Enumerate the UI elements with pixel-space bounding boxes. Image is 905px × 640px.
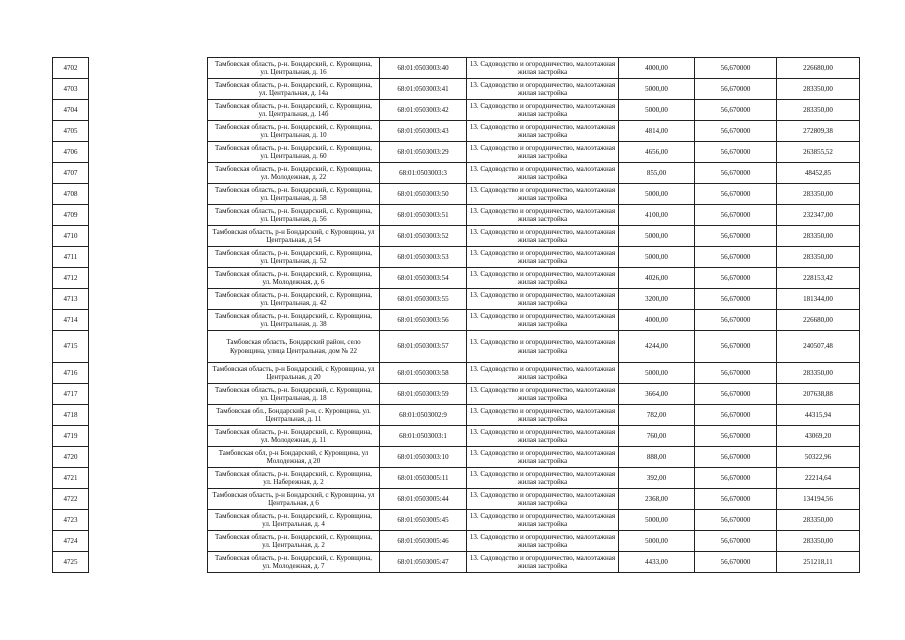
cadastral-value-cell: 22214,64 xyxy=(777,468,860,489)
address-cell: Тамбовская область, Бондарский район, село Куровщина, улица Центральная, дом № 22 xyxy=(208,331,380,363)
table-row xyxy=(53,247,860,268)
land-use-cell: 13. Садоводство и огородничество, малоэтажная жилая застройка xyxy=(467,205,619,226)
rate-cell: 56,670000 xyxy=(695,205,777,226)
cadastral-value-cell: 283350,00 xyxy=(777,247,860,268)
blank-cell xyxy=(89,79,208,100)
cadastral-value-cell: 48452,85 xyxy=(777,163,860,184)
land-use-cell: 13. Садоводство и огородничество, малоэтажная жилая застройка xyxy=(467,163,619,184)
cadastral-number-cell: 68:01:0503003:3 xyxy=(380,163,467,184)
land-use-cell: 13. Садоводство и огородничество, малоэтажная жилая застройка xyxy=(467,510,619,531)
land-use-cell: 13. Садоводство и огородничество, малоэтажная жилая застройка xyxy=(467,363,619,384)
table-row xyxy=(53,121,860,142)
cadastral-number-cell: 68:01:0503005:11 xyxy=(380,468,467,489)
address-cell: Тамбовская область, р-н. Бондарский, с. Куровщина, ул. Центральная, д. 14а xyxy=(208,79,380,100)
table-row xyxy=(53,468,860,489)
table-row xyxy=(53,289,860,310)
blank-cell xyxy=(89,58,208,79)
row-number-cell: 4719 xyxy=(53,426,89,447)
blank-cell xyxy=(89,247,208,268)
area-cell: 4000,00 xyxy=(619,310,695,331)
row-number-cell: 4703 xyxy=(53,79,89,100)
blank-cell xyxy=(89,310,208,331)
rate-cell: 56,670000 xyxy=(695,552,777,573)
address-cell: Тамбовская область, р-н. Бондарский, с. Куровщина, ул. Молодежная, д. 11 xyxy=(208,426,380,447)
table-body xyxy=(53,58,860,573)
land-use-cell: 13. Садоводство и огородничество, малоэтажная жилая застройка xyxy=(467,405,619,426)
area-cell: 4100,00 xyxy=(619,205,695,226)
row-number-cell: 4704 xyxy=(53,100,89,121)
row-number-cell: 4707 xyxy=(53,163,89,184)
cadastral-number-cell: 68:01:0503003:42 xyxy=(380,100,467,121)
cadastral-number-cell: 68:01:0503003:55 xyxy=(380,289,467,310)
land-use-cell: 13. Садоводство и огородничество, малоэтажная жилая застройка xyxy=(467,489,619,510)
land-use-cell: 13. Садоводство и огородничество, малоэтажная жилая застройка xyxy=(467,310,619,331)
rate-cell: 56,670000 xyxy=(695,426,777,447)
cadastral-value-cell: 283350,00 xyxy=(777,79,860,100)
cadastral-value-cell: 228153,42 xyxy=(777,268,860,289)
address-cell: Тамбовская область, р-н. Бондарский, с. Куровщина, ул. Центральная, д. 56 xyxy=(208,205,380,226)
address-cell: Тамбовская область, р-н. Бондарский, с. Куровщина, ул. Набережная, д. 2 xyxy=(208,468,380,489)
blank-cell xyxy=(89,405,208,426)
cadastral-value-table xyxy=(52,57,860,573)
cadastral-value-cell: 283350,00 xyxy=(777,184,860,205)
row-number-cell: 4717 xyxy=(53,384,89,405)
cadastral-number-cell: 68:01:0503003:40 xyxy=(380,58,467,79)
land-use-cell: 13. Садоводство и огородничество, малоэтажная жилая застройка xyxy=(467,468,619,489)
table-row xyxy=(53,531,860,552)
cadastral-value-cell: 240507,48 xyxy=(777,331,860,363)
area-cell: 5000,00 xyxy=(619,100,695,121)
rate-cell: 56,670000 xyxy=(695,121,777,142)
cadastral-number-cell: 68:01:0503005:44 xyxy=(380,489,467,510)
cadastral-number-cell: 68:01:0503003:54 xyxy=(380,268,467,289)
cadastral-number-cell: 68:01:0503003:53 xyxy=(380,247,467,268)
rate-cell: 56,670000 xyxy=(695,489,777,510)
cadastral-value-cell: 283350,00 xyxy=(777,531,860,552)
address-cell: Тамбовская область, р-н Бондарский, с Куровщина, ул Центральная, д 6 xyxy=(208,489,380,510)
address-cell: Тамбовская область, р-н. Бондарский, с. Куровщина, ул. Центральная, д. 14б xyxy=(208,100,380,121)
row-number-cell: 4725 xyxy=(53,552,89,573)
row-number-cell: 4714 xyxy=(53,310,89,331)
area-cell: 5000,00 xyxy=(619,531,695,552)
row-number-cell: 4720 xyxy=(53,447,89,468)
area-cell: 4244,00 xyxy=(619,331,695,363)
area-cell: 782,00 xyxy=(619,405,695,426)
table-row xyxy=(53,142,860,163)
area-cell: 4026,00 xyxy=(619,268,695,289)
cadastral-number-cell: 68:01:0503003:56 xyxy=(380,310,467,331)
land-use-cell: 13. Садоводство и огородничество, малоэтажная жилая застройка xyxy=(467,58,619,79)
land-use-cell: 13. Садоводство и огородничество, малоэтажная жилая застройка xyxy=(467,184,619,205)
table-row xyxy=(53,226,860,247)
rate-cell: 56,670000 xyxy=(695,268,777,289)
blank-cell xyxy=(89,268,208,289)
rate-cell: 56,670000 xyxy=(695,405,777,426)
cadastral-number-cell: 68:01:0503005:45 xyxy=(380,510,467,531)
cadastral-value-cell: 283350,00 xyxy=(777,510,860,531)
land-use-cell: 13. Садоводство и огородничество, малоэтажная жилая застройка xyxy=(467,384,619,405)
row-number-cell: 4723 xyxy=(53,510,89,531)
cadastral-number-cell: 68:01:0503003:57 xyxy=(380,331,467,363)
area-cell: 5000,00 xyxy=(619,247,695,268)
blank-cell xyxy=(89,121,208,142)
cadastral-value-cell: 272809,38 xyxy=(777,121,860,142)
table-row xyxy=(53,79,860,100)
area-cell: 855,00 xyxy=(619,163,695,184)
cadastral-number-cell: 68:01:0503005:46 xyxy=(380,531,467,552)
address-cell: Тамбовская область, р-н. Бондарский, с. Куровщина, ул. Центральная, д. 52 xyxy=(208,247,380,268)
cadastral-number-cell: 68:01:0503003:59 xyxy=(380,384,467,405)
blank-cell xyxy=(89,100,208,121)
cadastral-number-cell: 68:01:0503003:52 xyxy=(380,226,467,247)
address-cell: Тамбовская область, р-н. Бондарский, с. Куровщина, ул. Молодежная, д. 6 xyxy=(208,268,380,289)
cadastral-value-cell: 134194,56 xyxy=(777,489,860,510)
cadastral-value-cell: 283350,00 xyxy=(777,363,860,384)
table-row xyxy=(53,268,860,289)
rate-cell: 56,670000 xyxy=(695,226,777,247)
blank-cell xyxy=(89,142,208,163)
cadastral-number-cell: 68:01:0503003:50 xyxy=(380,184,467,205)
row-number-cell: 4718 xyxy=(53,405,89,426)
address-cell: Тамбовская обл, р-н Бондарский, с Куровщина, ул Молодежная, д 20 xyxy=(208,447,380,468)
cadastral-number-cell: 68:01:0503003:41 xyxy=(380,79,467,100)
blank-cell xyxy=(89,384,208,405)
blank-cell xyxy=(89,205,208,226)
rate-cell: 56,670000 xyxy=(695,447,777,468)
blank-cell xyxy=(89,226,208,247)
rate-cell: 56,670000 xyxy=(695,310,777,331)
table-row xyxy=(53,552,860,573)
area-cell: 5000,00 xyxy=(619,510,695,531)
rate-cell: 56,670000 xyxy=(695,58,777,79)
address-cell: Тамбовская область, р-н. Бондарский, с. Куровщина, ул. Центральная, д. 60 xyxy=(208,142,380,163)
area-cell: 5000,00 xyxy=(619,363,695,384)
area-cell: 4814,00 xyxy=(619,121,695,142)
area-cell: 3200,00 xyxy=(619,289,695,310)
cadastral-value-cell: 43069,20 xyxy=(777,426,860,447)
row-number-cell: 4716 xyxy=(53,363,89,384)
rate-cell: 56,670000 xyxy=(695,79,777,100)
table-row xyxy=(53,489,860,510)
blank-cell xyxy=(89,184,208,205)
blank-cell xyxy=(89,531,208,552)
address-cell: Тамбовская обл., Бондарский р-н, с. Куровщина, ул. Центральная, д. 11 xyxy=(208,405,380,426)
row-number-cell: 4708 xyxy=(53,184,89,205)
table-row xyxy=(53,58,860,79)
cadastral-value-cell: 232347,00 xyxy=(777,205,860,226)
rate-cell: 56,670000 xyxy=(695,163,777,184)
cadastral-value-cell: 181344,00 xyxy=(777,289,860,310)
cadastral-value-cell: 263855,52 xyxy=(777,142,860,163)
address-cell: Тамбовская область, р-н. Бондарский, с. Куровщина, ул. Центральная, д. 42 xyxy=(208,289,380,310)
land-use-cell: 13. Садоводство и огородничество, малоэтажная жилая застройка xyxy=(467,426,619,447)
table-row xyxy=(53,163,860,184)
address-cell: Тамбовская область, р-н. Бондарский, с. Куровщина, ул. Молодежная, д. 7 xyxy=(208,552,380,573)
rate-cell: 56,670000 xyxy=(695,289,777,310)
land-use-cell: 13. Садоводство и огородничество, малоэтажная жилая застройка xyxy=(467,268,619,289)
address-cell: Тамбовская область, р-н. Бондарский, с. Куровщина, ул. Молодежная, д. 22 xyxy=(208,163,380,184)
table-row xyxy=(53,184,860,205)
table-row xyxy=(53,447,860,468)
area-cell: 888,00 xyxy=(619,447,695,468)
table-row xyxy=(53,100,860,121)
cadastral-value-cell: 226680,00 xyxy=(777,310,860,331)
address-cell: Тамбовская область, р-н. Бондарский, с. Куровщина, ул. Центральная, д. 38 xyxy=(208,310,380,331)
address-cell: Тамбовская область, р-н Бондарский, с Куровщина, ул Центральная, д 20 xyxy=(208,363,380,384)
area-cell: 392,00 xyxy=(619,468,695,489)
address-cell: Тамбовская область, р-н. Бондарский, с. Куровщина, ул. Центральная, д. 4 xyxy=(208,510,380,531)
row-number-cell: 4706 xyxy=(53,142,89,163)
blank-cell xyxy=(89,426,208,447)
cadastral-value-cell: 207638,88 xyxy=(777,384,860,405)
table-row xyxy=(53,405,860,426)
land-use-cell: 13. Садоводство и огородничество, малоэтажная жилая застройка xyxy=(467,331,619,363)
rate-cell: 56,670000 xyxy=(695,142,777,163)
address-cell: Тамбовская область, р-н. Бондарский, с. Куровщина, ул. Центральная, д. 2 xyxy=(208,531,380,552)
rate-cell: 56,670000 xyxy=(695,331,777,363)
row-number-cell: 4709 xyxy=(53,205,89,226)
blank-cell xyxy=(89,331,208,363)
blank-cell xyxy=(89,552,208,573)
table-row xyxy=(53,384,860,405)
blank-cell xyxy=(89,510,208,531)
area-cell: 760,00 xyxy=(619,426,695,447)
address-cell: Тамбовская область, р-н. Бондарский, с. Куровщина, ул. Центральная, д. 58 xyxy=(208,184,380,205)
row-number-cell: 4705 xyxy=(53,121,89,142)
land-use-cell: 13. Садоводство и огородничество, малоэтажная жилая застройка xyxy=(467,447,619,468)
row-number-cell: 4702 xyxy=(53,58,89,79)
row-number-cell: 4722 xyxy=(53,489,89,510)
land-use-cell: 13. Садоводство и огородничество, малоэтажная жилая застройка xyxy=(467,289,619,310)
cadastral-number-cell: 68:01:0503003:29 xyxy=(380,142,467,163)
area-cell: 2368,00 xyxy=(619,489,695,510)
blank-cell xyxy=(89,447,208,468)
table-row xyxy=(53,510,860,531)
rate-cell: 56,670000 xyxy=(695,468,777,489)
address-cell: Тамбовская область, р-н. Бондарский, с. Куровщина, ул. Центральная, д. 10 xyxy=(208,121,380,142)
cadastral-value-cell: 251218,11 xyxy=(777,552,860,573)
area-cell: 3664,00 xyxy=(619,384,695,405)
table-row xyxy=(53,426,860,447)
row-number-cell: 4712 xyxy=(53,268,89,289)
row-number-cell: 4711 xyxy=(53,247,89,268)
row-number-cell: 4721 xyxy=(53,468,89,489)
blank-cell xyxy=(89,468,208,489)
rate-cell: 56,670000 xyxy=(695,363,777,384)
cadastral-value-cell: 50322,96 xyxy=(777,447,860,468)
land-use-cell: 13. Садоводство и огородничество, малоэтажная жилая застройка xyxy=(467,531,619,552)
area-cell: 4000,00 xyxy=(619,58,695,79)
area-cell: 5000,00 xyxy=(619,184,695,205)
cadastral-number-cell: 68:01:0503003:58 xyxy=(380,363,467,384)
rate-cell: 56,670000 xyxy=(695,510,777,531)
blank-cell xyxy=(89,363,208,384)
table-row xyxy=(53,205,860,226)
land-use-cell: 13. Садоводство и огородничество, малоэтажная жилая застройка xyxy=(467,247,619,268)
cadastral-number-cell: 68:01:0503003:10 xyxy=(380,447,467,468)
cadastral-number-cell: 68:01:0503005:47 xyxy=(380,552,467,573)
row-number-cell: 4713 xyxy=(53,289,89,310)
row-number-cell: 4715 xyxy=(53,331,89,363)
table-row xyxy=(53,331,860,363)
cadastral-value-cell: 283350,00 xyxy=(777,226,860,247)
area-cell: 5000,00 xyxy=(619,79,695,100)
table-row xyxy=(53,363,860,384)
cadastral-value-cell: 283350,00 xyxy=(777,100,860,121)
land-use-cell: 13. Садоводство и огородничество, малоэтажная жилая застройка xyxy=(467,121,619,142)
cadastral-value-cell: 226680,00 xyxy=(777,58,860,79)
row-number-cell: 4710 xyxy=(53,226,89,247)
area-cell: 4433,00 xyxy=(619,552,695,573)
blank-cell xyxy=(89,163,208,184)
area-cell: 4656,00 xyxy=(619,142,695,163)
table-row xyxy=(53,310,860,331)
land-use-cell: 13. Садоводство и огородничество, малоэтажная жилая застройка xyxy=(467,226,619,247)
rate-cell: 56,670000 xyxy=(695,247,777,268)
cadastral-number-cell: 68:01:0503002:9 xyxy=(380,405,467,426)
address-cell: Тамбовская область, р-н Бондарский, с Куровщина, ул Центральная, д 54 xyxy=(208,226,380,247)
row-number-cell: 4724 xyxy=(53,531,89,552)
land-use-cell: 13. Садоводство и огородничество, малоэтажная жилая застройка xyxy=(467,552,619,573)
rate-cell: 56,670000 xyxy=(695,531,777,552)
cadastral-value-cell: 44315,94 xyxy=(777,405,860,426)
address-cell: Тамбовская область, р-н. Бондарский, с. Куровщина, ул. Центральная, д. 18 xyxy=(208,384,380,405)
blank-cell xyxy=(89,289,208,310)
address-cell: Тамбовская область, р-н. Бондарский, с. Куровщина, ул. Центральная, д. 16 xyxy=(208,58,380,79)
cadastral-number-cell: 68:01:0503003:43 xyxy=(380,121,467,142)
rate-cell: 56,670000 xyxy=(695,184,777,205)
blank-cell xyxy=(89,489,208,510)
cadastral-number-cell: 68:01:0503003:1 xyxy=(380,426,467,447)
cadastral-number-cell: 68:01:0503003:51 xyxy=(380,205,467,226)
rate-cell: 56,670000 xyxy=(695,384,777,405)
area-cell: 5000,00 xyxy=(619,226,695,247)
land-use-cell: 13. Садоводство и огородничество, малоэтажная жилая застройка xyxy=(467,142,619,163)
land-use-cell: 13. Садоводство и огородничество, малоэтажная жилая застройка xyxy=(467,79,619,100)
rate-cell: 56,670000 xyxy=(695,100,777,121)
land-use-cell: 13. Садоводство и огородничество, малоэтажная жилая застройка xyxy=(467,100,619,121)
